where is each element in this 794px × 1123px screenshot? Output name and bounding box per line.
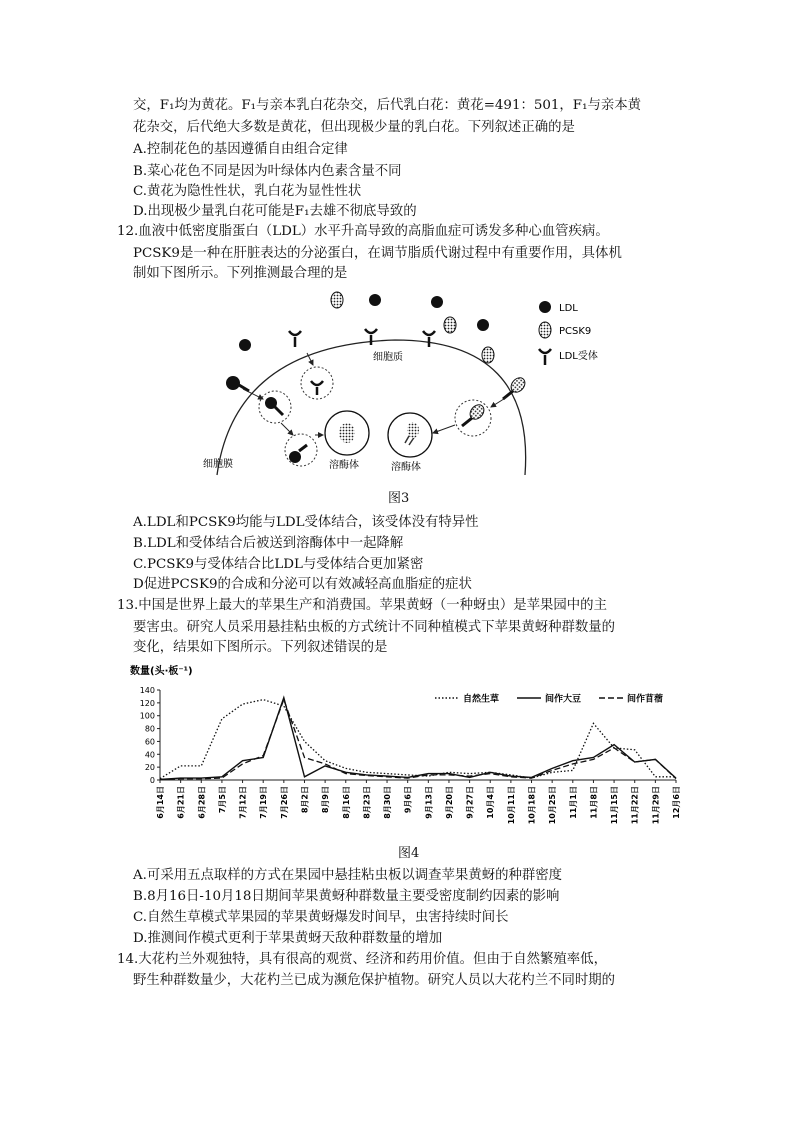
q14-line-2: 野生种群数量少，大花杓兰已成为濒危保护植物。研究人员以大花杓兰不同时期的 [133, 973, 616, 988]
x-tick-label: 11月29日 [651, 786, 661, 825]
x-tick-label: 9月20日 [444, 786, 454, 819]
figure-3-caption: 图3 [388, 491, 410, 506]
cytoplasm-label: 细胞质 [373, 352, 403, 363]
q13-option-d: D.推测间作模式更利于苹果黄蚜天敌种群数量的增加 [133, 931, 443, 946]
y-tick-label: 40 [144, 750, 155, 760]
legend-label: 间作大豆 [545, 694, 582, 705]
lysosome-label-2: 溶酶体 [391, 462, 421, 473]
y-tick-label: 140 [139, 686, 155, 695]
lysosome-label-1: 溶酶体 [329, 460, 359, 471]
x-tick-label: 11月22日 [630, 786, 640, 825]
x-tick-label: 10月4日 [486, 786, 496, 819]
legend-ldl-label: LDL [559, 303, 578, 314]
figure-4-caption: 图4 [398, 846, 420, 861]
q12-option-d: D促进PCSK9的合成和分泌可以有效减轻高血脂症的症状 [133, 577, 472, 592]
x-tick-label: 8月2日 [300, 786, 310, 814]
q13-option-b: B.8月16日-10月18日期间苹果黄蚜种群数量主要受密度制约因素的影响 [133, 889, 560, 904]
q11-line-2: 花杂交，后代绝大多数是黄花，但出现极少量的乳白花。下列叙述正确的是 [133, 120, 575, 135]
y-tick-label: 80 [144, 724, 155, 734]
x-tick-label: 10月25日 [548, 786, 558, 825]
x-tick-label: 11月15日 [610, 786, 620, 825]
legend-pcsk9-label: PCSK9 [559, 326, 592, 337]
x-tick-label: 7月12日 [238, 786, 248, 819]
pcsk9-particle [444, 317, 456, 333]
q14-line-1: 14.大花杓兰外观独特，具有很高的观赏、经济和药用价值。但由于自然繁殖率低， [117, 952, 607, 967]
y-tick-label: 100 [139, 711, 155, 721]
legend-label: 自然生草 [463, 694, 500, 705]
ldl-particle [431, 296, 443, 308]
x-tick-label: 11月8日 [589, 786, 599, 819]
figure-4-chart [130, 662, 690, 842]
x-tick-label: 9月27日 [465, 786, 475, 819]
legend-receptor-label: LDL受体 [559, 351, 598, 362]
x-tick-label: 12月6日 [672, 786, 681, 819]
x-tick-label: 8月9日 [321, 786, 331, 814]
q11-option-d: D.出现极少量乳白花可能是F₁去雄不彻底导致的 [133, 204, 417, 219]
x-tick-label: 8月16日 [341, 786, 351, 819]
x-tick-label: 7月19日 [259, 786, 269, 819]
pcsk9-particle [482, 347, 494, 363]
x-tick-label: 9月6日 [403, 786, 413, 814]
x-tick-label: 9月13日 [424, 786, 434, 819]
q13-line-2: 要害虫。研究人员采用悬挂粘虫板的方式统计不同种植模式下苹果黄蚜种群数量的 [133, 620, 616, 635]
ldl-particle [239, 339, 251, 351]
y-tick-label: 60 [144, 737, 155, 747]
ldl-particle [369, 294, 381, 306]
x-tick-label: 8月30日 [383, 786, 393, 819]
q12-option-a: A.LDL和PCSK9均能与LDL受体结合，该受体没有特异性 [133, 515, 479, 530]
q11-option-a: A.控制花色的基因遵循自由组合定律 [133, 142, 348, 157]
ldl-particle [477, 319, 489, 331]
q12-option-b: B.LDL和受体结合后被送到溶酶体中一起降解 [133, 536, 404, 551]
x-tick-label: 7月5日 [217, 786, 227, 814]
x-tick-label: 10月11日 [506, 786, 516, 825]
chart-ylabel: 数量(头·板⁻¹) [130, 666, 193, 677]
q13-option-a: A.可采用五点取样的方式在果园中悬挂粘虫板以调查苹果黄蚜的种群密度 [133, 868, 563, 883]
x-tick-label: 8月23日 [362, 786, 372, 819]
x-tick-label: 11月1日 [568, 786, 578, 819]
q12-line-2: PCSK9是一种在肝脏表达的分泌蛋白，在调节脂质代谢过程中有重要作用，具体机 [133, 246, 622, 261]
x-tick-label: 6月28日 [197, 786, 207, 819]
series-line-1 [160, 698, 676, 780]
x-tick-label: 6月21日 [176, 786, 186, 819]
legend-pcsk9-icon [539, 322, 551, 338]
legend-ldl-icon [539, 301, 551, 313]
x-tick-label: 6月14日 [156, 786, 165, 819]
y-tick-label: 20 [144, 763, 155, 773]
q13-option-c: C.自然生草模式苹果园的苹果黄蚜爆发时间早，虫害持续时间长 [133, 910, 509, 925]
x-tick-label: 10月18日 [527, 786, 537, 825]
membrane-label: 细胞膜 [203, 459, 233, 470]
q12-option-c: C.PCSK9与受体结合比LDL与受体结合更加紧密 [133, 557, 424, 572]
series-line-2 [160, 700, 676, 780]
figure-3-diagram [195, 285, 615, 485]
y-tick-label: 0 [149, 776, 155, 785]
ldl-receptor-icon [289, 329, 435, 347]
legend-receptor-icon [539, 349, 551, 365]
q11-line-1: 交，F₁均为黄花。F₁与亲本乳白花杂交，后代乳白花：黄花=491：501，F₁与亲本黄 [133, 98, 642, 113]
q11-option-b: B.菜心花色不同是因为叶绿体内色素含量不同 [133, 164, 402, 179]
q11-option-c: C.黄花为隐性性状，乳白花为显性性状 [133, 184, 362, 199]
q13-line-3: 变化，结果如下图所示。下列叙述错误的是 [133, 640, 388, 655]
legend-label: 间作苜蓿 [627, 694, 664, 705]
q12-line-1: 12.血液中低密度脂蛋白（LDL）水平升高导致的高脂血症可诱发多种心血管疾病。 [117, 224, 609, 239]
pcsk9-particle [331, 292, 343, 308]
q13-line-1: 13.中国是世界上最大的苹果生产和消费国。苹果黄蚜（一种蚜虫）是苹果园中的主 [117, 598, 607, 613]
x-tick-label: 7月26日 [279, 786, 289, 819]
q12-line-3: 制如下图所示。下列推测最合理的是 [133, 266, 348, 281]
y-tick-label: 120 [139, 698, 155, 708]
